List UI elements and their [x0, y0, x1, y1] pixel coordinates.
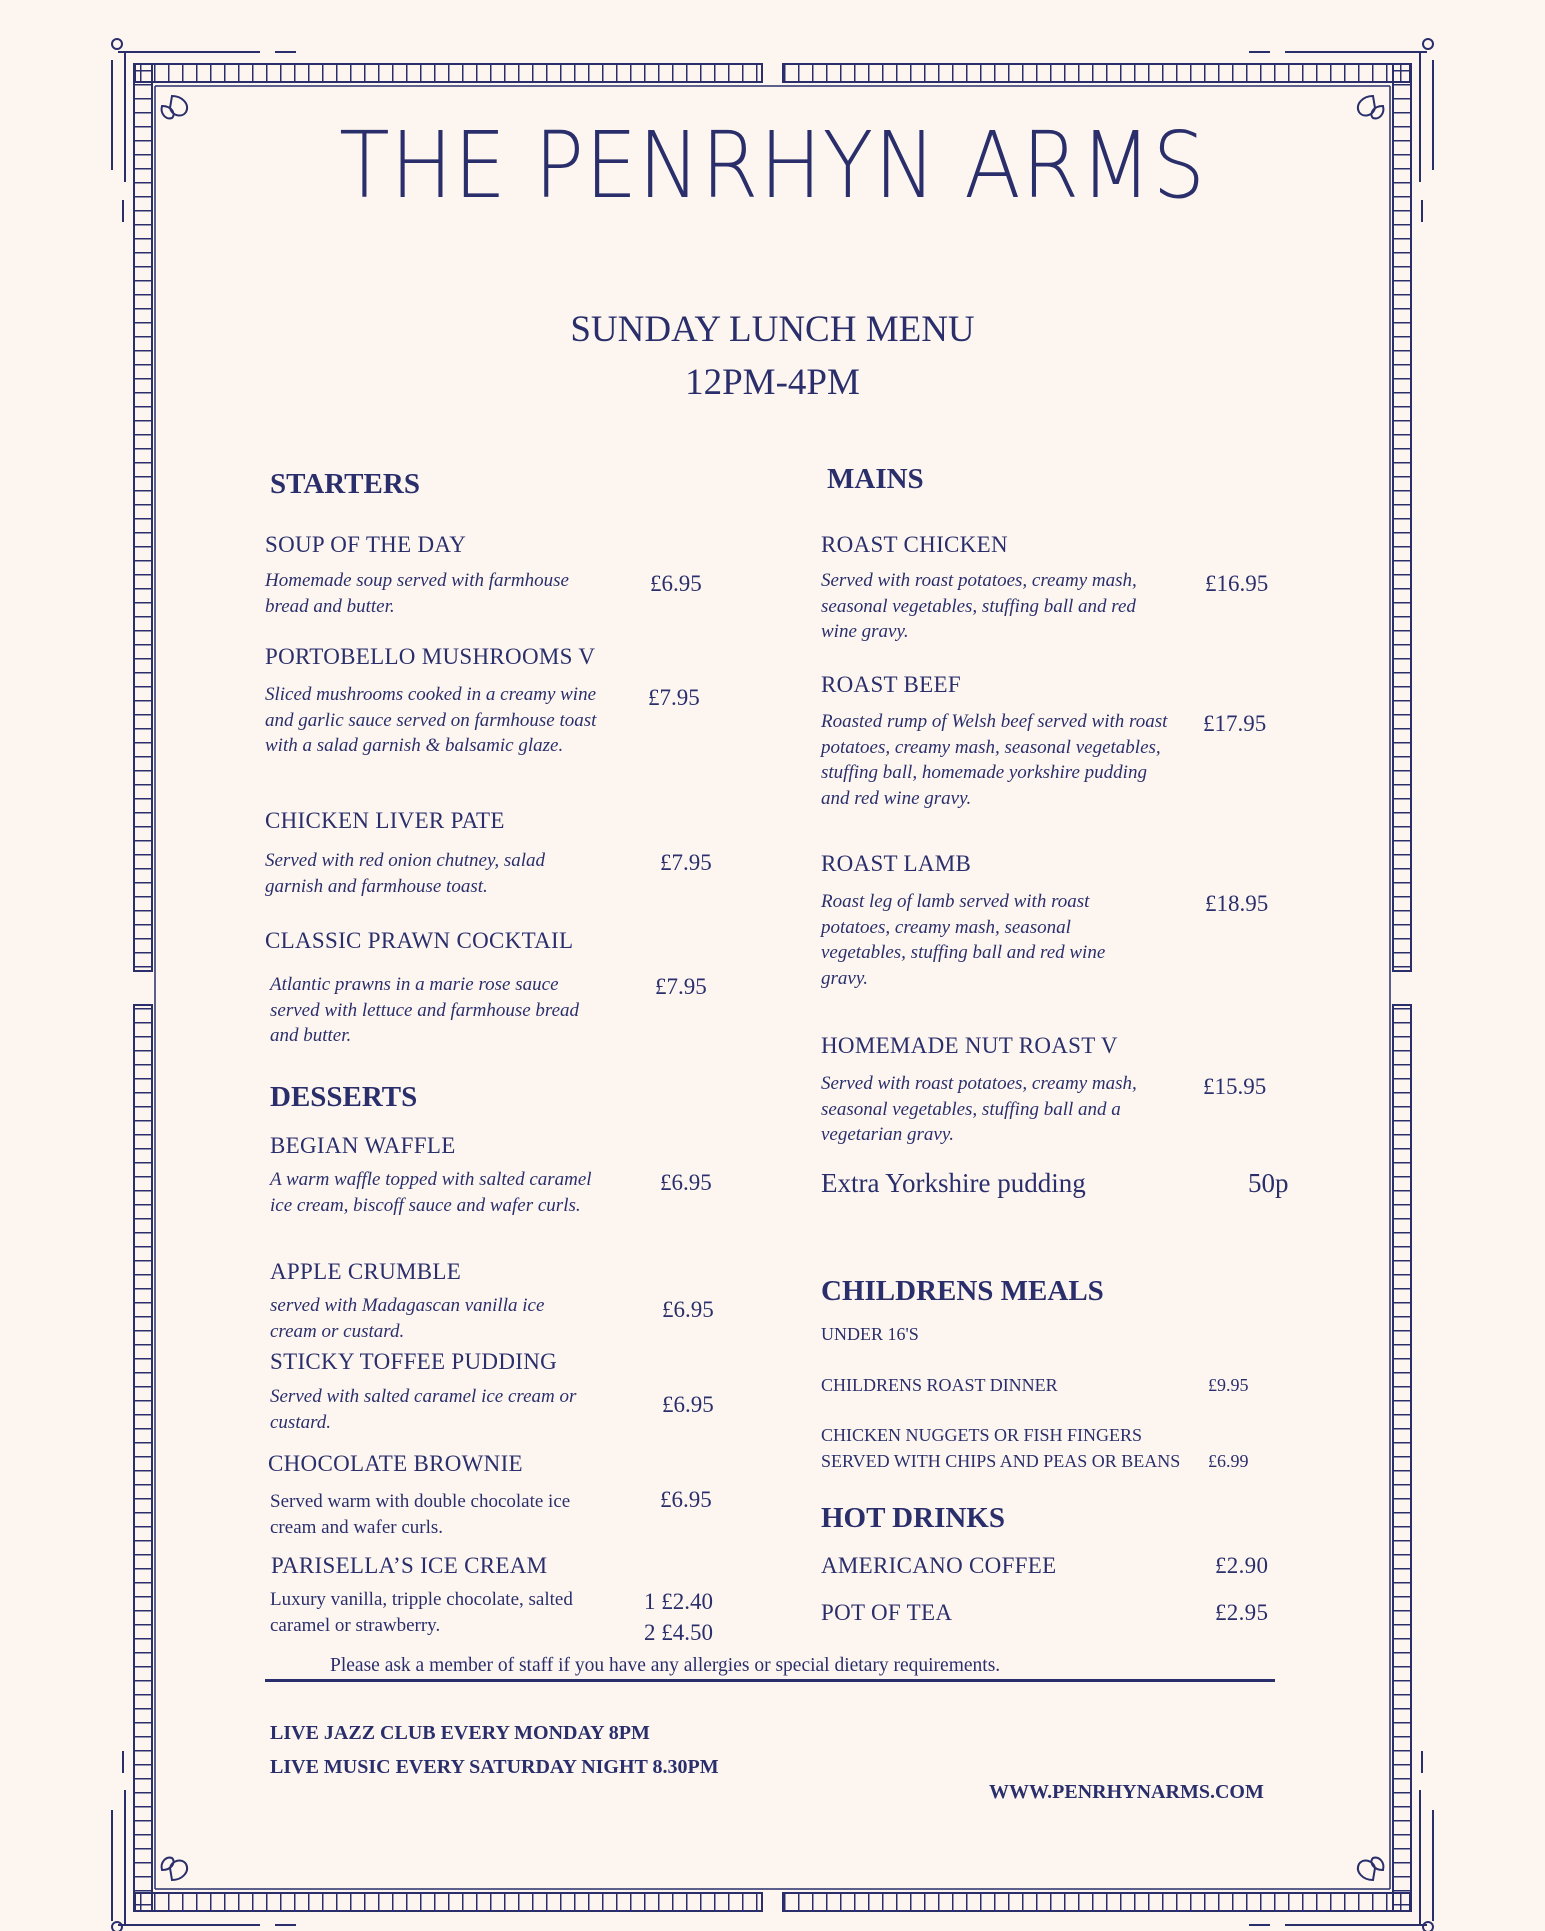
- main-description: Roast leg of lamb served with roast potatoes, creamy mash, seasonal vegetables, stuffing ball and red wine gravy.: [821, 891, 1106, 989]
- dessert-description: served with Madagascan vanilla ice cream or custard.: [270, 1295, 545, 1342]
- dessert-price: £6.95: [660, 1487, 712, 1512]
- drink-price: £2.90: [1215, 1553, 1269, 1578]
- starter-name: SOUP OF THE DAY: [265, 532, 467, 557]
- starters-heading: STARTERS: [270, 468, 420, 500]
- extra-item-name: Extra Yorkshire pudding: [821, 1168, 1086, 1198]
- starter-price: £6.95: [650, 571, 702, 596]
- main-description: Roasted rump of Welsh beef served with roast potatoes, creamy mash, seasonal vegetables, stuffing ball, homemade yorkshire pudding and red wine gravy.: [821, 711, 1168, 809]
- dessert-price: £6.95: [660, 1170, 712, 1195]
- starter-description: Atlantic prawns in a marie rose sauce served with lettuce and farmhouse bread and butter.: [270, 974, 580, 1046]
- dessert-price-single: 1 £2.40: [644, 1589, 713, 1614]
- main-name: ROAST BEEF: [821, 672, 961, 697]
- starter-name: PORTOBELLO MUSHROOMS V: [265, 644, 596, 669]
- mains-heading: MAINS: [827, 463, 924, 495]
- main-price: £15.95: [1203, 1074, 1267, 1099]
- childrens-heading: CHILDRENS MEALS: [821, 1275, 1104, 1307]
- starter-description: Served with red onion chutney, salad garnish and farmhouse toast.: [265, 850, 546, 897]
- dessert-name: PARISELLA’S ICE CREAM: [271, 1553, 548, 1578]
- main-price: £17.95: [1203, 711, 1267, 736]
- main-description: Served with roast potatoes, creamy mash, seasonal vegetables, stuffing ball and a vegetarian gravy.: [821, 1073, 1137, 1145]
- childrens-item-price: £9.95: [1208, 1375, 1249, 1395]
- starter-price: £7.95: [655, 974, 707, 999]
- main-name: HOMEMADE NUT ROAST V: [821, 1033, 1118, 1058]
- starter-description: Homemade soup served with farmhouse bread and butter.: [265, 570, 569, 617]
- menu-title: SUNDAY LUNCH MENU: [570, 309, 975, 350]
- childrens-item-price: £6.99: [1208, 1451, 1249, 1471]
- serving-hours: 12PM-4PM: [685, 362, 860, 403]
- drink-price: £2.95: [1215, 1600, 1269, 1625]
- restaurant-title: THE PENRHYN ARMS: [339, 112, 1206, 219]
- main-price: £18.95: [1205, 891, 1269, 916]
- starter-price: £7.95: [648, 685, 700, 710]
- footer-divider: [265, 1679, 1275, 1682]
- allergy-note: Please ask a member of staff if you have any allergies or special dietary requirements.: [330, 1655, 1001, 1676]
- starter-description: Sliced mushrooms cooked in a creamy wine and garlic sauce served on farmhouse toast with a salad garnish & balsamic glaze.: [265, 684, 597, 756]
- starter-price: £7.95: [660, 850, 712, 875]
- main-description: Served with roast potatoes, creamy mash, seasonal vegetables, stuffing ball and red wine gravy.: [821, 570, 1137, 642]
- starter-name: CLASSIC PRAWN COCKTAIL: [265, 928, 574, 953]
- dessert-price: £6.95: [662, 1297, 714, 1322]
- main-name: ROAST CHICKEN: [821, 532, 1008, 557]
- childrens-item-name: CHICKEN NUGGETS OR FISH FINGERS: [821, 1425, 1143, 1445]
- dessert-description: Served warm with double chocolate ice cream and wafer curls.: [270, 1491, 571, 1538]
- childrens-age-note: UNDER 16'S: [821, 1324, 919, 1344]
- dessert-price: £6.95: [662, 1392, 714, 1417]
- dessert-name: STICKY TOFFEE PUDDING: [270, 1349, 558, 1374]
- drink-name: POT OF TEA: [821, 1600, 953, 1625]
- dessert-description: Luxury vanilla, tripple chocolate, salted caramel or strawberry.: [270, 1589, 573, 1636]
- childrens-item-name-line2: SERVED WITH CHIPS AND PEAS OR BEANS: [821, 1451, 1181, 1471]
- dessert-name: BEGIAN WAFFLE: [270, 1133, 456, 1158]
- drink-name: AMERICANO COFFEE: [821, 1553, 1057, 1578]
- dessert-description: Served with salted caramel ice cream or custard.: [270, 1386, 577, 1433]
- dessert-description: A warm waffle topped with salted caramel ice cream, biscoff sauce and wafer curls.: [270, 1169, 592, 1216]
- dessert-name: APPLE CRUMBLE: [270, 1259, 462, 1284]
- promo-live-music: LIVE MUSIC EVERY SATURDAY NIGHT 8.30PM: [270, 1756, 719, 1778]
- childrens-item-name: CHILDRENS ROAST DINNER: [821, 1375, 1058, 1395]
- promo-jazz-club: LIVE JAZZ CLUB EVERY MONDAY 8PM: [270, 1722, 650, 1744]
- website-link[interactable]: WWW.PENRHYNARMS.COM: [989, 1781, 1264, 1803]
- hot-drinks-heading: HOT DRINKS: [821, 1502, 1005, 1534]
- dessert-name: CHOCOLATE BROWNIE: [268, 1451, 523, 1476]
- extra-item-price: 50p: [1248, 1168, 1289, 1198]
- starter-name: CHICKEN LIVER PATE: [265, 808, 505, 833]
- desserts-heading: DESSERTS: [270, 1081, 418, 1113]
- main-name: ROAST LAMB: [821, 851, 972, 876]
- dessert-price-double: 2 £4.50: [644, 1620, 713, 1645]
- main-price: £16.95: [1205, 571, 1269, 596]
